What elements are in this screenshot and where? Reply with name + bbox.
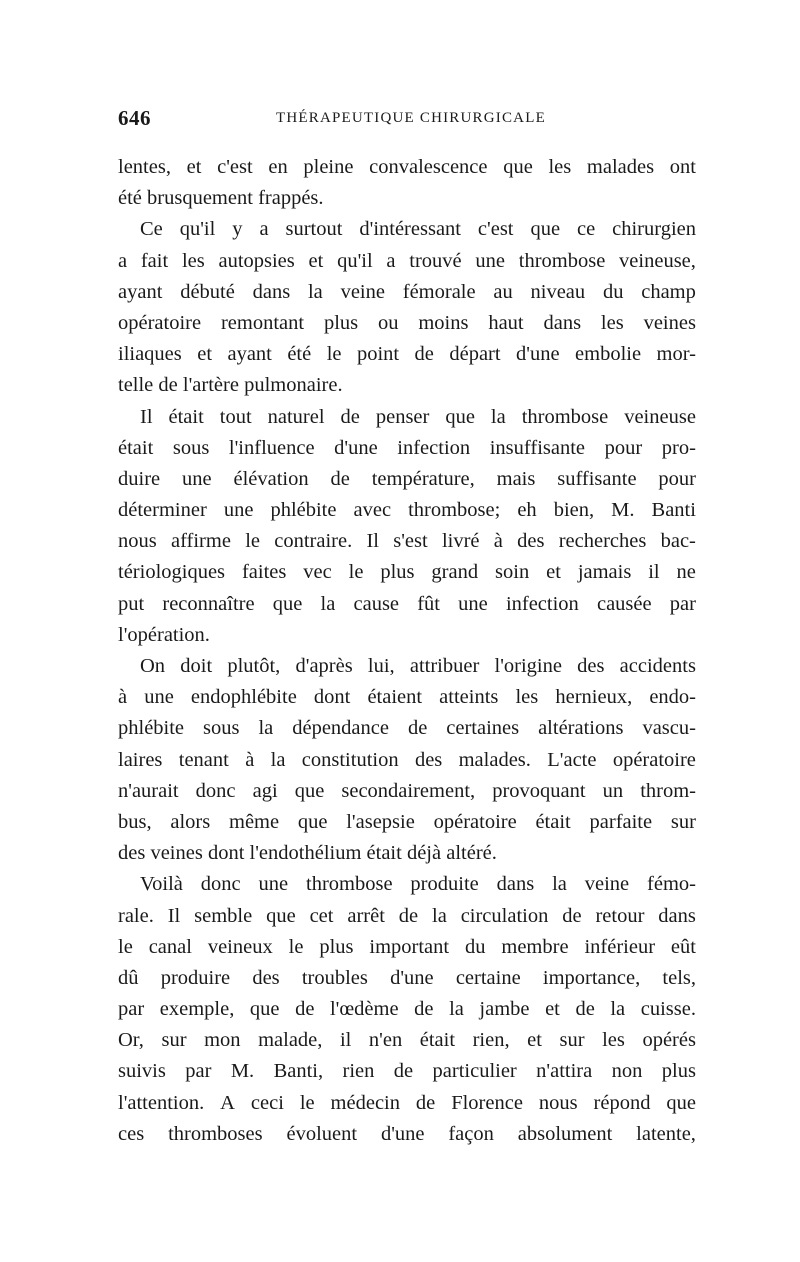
text-line: l'opération.: [118, 623, 210, 646]
text-line: a fait les autopsies et qu'il a trouvé une thrombose veineuse,: [118, 249, 696, 272]
text-line: duire une élévation de température, mais suffisante pour: [118, 467, 696, 490]
text-line: telle de l'artère pulmonaire.: [118, 374, 343, 397]
body-text: [118, 152, 696, 1150]
text-line: dû produire des troubles d'une certaine importance, tels,: [118, 966, 696, 989]
text-line: put reconnaître que la cause fût une infection causée par: [118, 592, 696, 615]
running-title: THÉRAPEUTIQUE CHIRURGICALE: [276, 110, 546, 126]
text-line: déterminer une phlébite avec thrombose; eh bien, M. Banti: [118, 499, 696, 522]
text-line: été brusquement frappés.: [118, 187, 324, 210]
text-line: lentes, et c'est en pleine convalescence que les malades ont: [118, 156, 696, 178]
text-line: Ce qu'il y a surtout d'intéressant c'est que ce chirurgien: [140, 218, 696, 241]
text-line: nous affirme le contraire. Il s'est livré à des recherches bac-: [118, 530, 696, 553]
text-line: opératoire remontant plus ou moins haut dans les veines: [118, 311, 696, 334]
text-line: des veines dont l'endothélium était déjà altéré.: [118, 842, 497, 865]
text-line: phlébite sous la dépendance de certaines altérations vascu-: [118, 717, 696, 740]
text-line: à une endophlébite dont étaient atteints les hernieux, endo-: [118, 686, 696, 709]
text-line: ces thromboses évoluent d'une façon absolument latente,: [118, 1122, 696, 1145]
text-line: suivis par M. Banti, rien de particulier n'attira non plus: [118, 1060, 696, 1083]
page-header: [118, 104, 696, 138]
book-page: [118, 104, 696, 1150]
text-line: le canal veineux le plus important du membre inférieur eût: [118, 935, 696, 958]
text-line: était sous l'influence d'une infection insuffisante pour pro-: [118, 436, 696, 459]
text-line: Voilà donc une thrombose produite dans la veine fémo-: [140, 873, 696, 896]
text-line: l'attention. A ceci le médecin de Florence nous répond que: [118, 1091, 696, 1114]
text-line: laires tenant à la constitution des malades. L'acte opératoire: [118, 748, 696, 771]
text-line: On doit plutôt, d'après lui, attribuer l'origine des accidents: [140, 655, 696, 677]
page-number: 646: [118, 106, 151, 130]
text-line: rale. Il semble que cet arrêt de la circulation de retour dans: [118, 904, 696, 927]
text-line: bus, alors même que l'asepsie opératoire était parfaite sur: [118, 810, 696, 833]
text-line: Or, sur mon malade, il n'en était rien, et sur les opérés: [118, 1029, 696, 1052]
text-line: iliaques et ayant été le point de départ d'une embolie mor-: [118, 343, 696, 366]
text-line: n'aurait donc agi que secondairement, provoquant un throm-: [118, 779, 696, 802]
text-line: tériologiques faites vec le plus grand soin et jamais il ne: [118, 561, 696, 584]
text-line: ayant débuté dans la veine fémorale au niveau du champ: [118, 280, 696, 303]
text-line: par exemple, que de l'œdème de la jambe et de la cuisse.: [118, 998, 696, 1021]
text-line: Il était tout naturel de penser que la thrombose veineuse: [140, 405, 696, 428]
